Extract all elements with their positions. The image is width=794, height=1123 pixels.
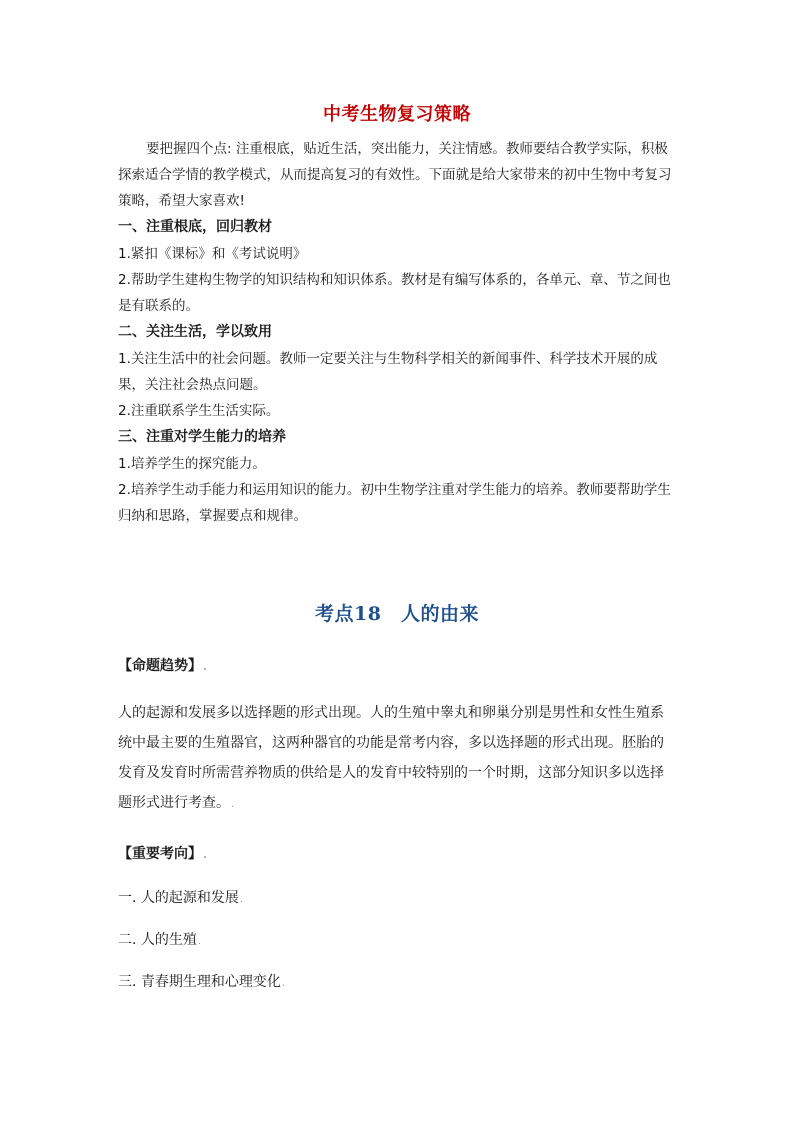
section-1-item-2: 2.帮助学生建构生物学的知识结构和知识体系。教材是有编写体系的，各单元、章、节之间也是有联系的。 <box>118 272 671 314</box>
trend-text: 人的起源和发展多以选择题的形式出现。人的生殖中睾丸和卵巢分别是男性和女性生殖系统中最主要的生殖器官，这两种器官的功能是常考内容，多以选择题的形式出现。胚胎的发育及发育时所需营养物质的供给是人的发育中较特别的一个时期，这部分知识多以选择题形式进行考查。. <box>118 705 664 811</box>
strategy-intro: 要把握四个点: 注重根底，贴近生活，突出能力，关注情感。教师要结合教学实际，积极探索适合学情的教学模式，从而提高复习的有效性。下面就是给大家带来的初中生物中考复习策略，希望大家喜欢! <box>118 141 672 209</box>
section-2-item-1: 1.关注生活中的社会问题。教师一定要关注与生物科学相关的新闻事件、科学技术开展的成果，关注社会热点问题。 <box>118 351 658 393</box>
section-2-item-2: 2.注重联系学生生活实际。 <box>118 403 280 419</box>
kaodian-title: 考点18 人的由来 <box>315 603 479 625</box>
section-heading-3: 三、注重对学生能力的培养 <box>118 429 286 445</box>
section-heading-1: 一、注重根底，回归教材 <box>118 219 272 235</box>
section-3-item-2: 2.培养学生动手能力和运用知识的能力。初中生物学注重对学生能力的培养。教师要帮助学生归纳和思路，掌握要点和规律。 <box>118 482 671 524</box>
focus-item-2: 二. 人的生殖. <box>118 932 202 948</box>
focus-item-3: 三. 青春期生理和心理变化. <box>118 974 286 990</box>
section-1-item-1: 1.紧扣《课标》和《考试说明》 <box>118 246 307 262</box>
focus-label: 【重要考向】. <box>118 846 207 862</box>
section-3-item-1: 1.培养学生的探究能力。 <box>118 456 266 472</box>
trend-label: 【命题趋势】. <box>118 658 207 674</box>
section-heading-2: 二、关注生活，学以致用 <box>118 324 272 340</box>
focus-item-1: 一. 人的起源和发展. <box>118 890 244 906</box>
section-spacer <box>118 529 676 599</box>
strategy-title: 中考生物复习策略 <box>323 104 471 125</box>
